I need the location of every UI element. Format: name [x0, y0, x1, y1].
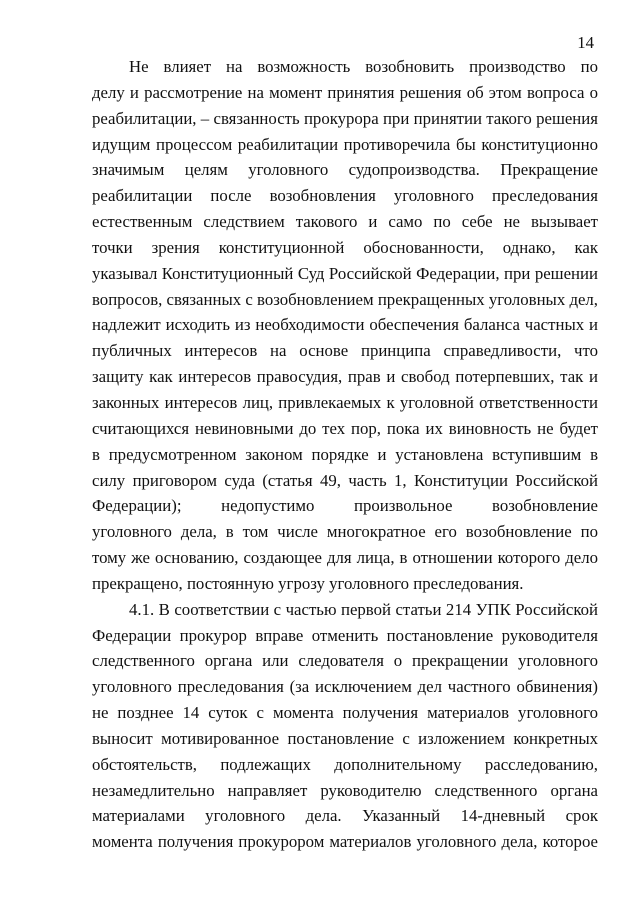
text-line: силу приговором суда (статья 49, часть 1, Конституции Российской	[92, 470, 598, 490]
text-line: уголовного дела, в том числе многократное его возобновление по	[92, 522, 598, 542]
paragraph	[92, 54, 598, 597]
text-line: реабилитации после возобновления уголовного преследования	[92, 186, 598, 206]
text-line: Не влияет на возможность возобновить производство по	[129, 57, 598, 76]
text-line: выносит мотивированное постановление с изложением конкретных	[92, 728, 598, 748]
text-line: в предусмотренном законом порядке и установлена вступившим в	[92, 444, 598, 464]
text-line: указывал Конституционный Суд Российской Федерации, при решении	[92, 263, 598, 283]
text-line: незамедлительно направляет руководителю следственного органа	[92, 780, 598, 800]
text-line: значимым целям уголовного судопроизводства. Прекращение	[92, 160, 598, 180]
text-line: публичных интересов на основе принципа справедливости, что	[92, 341, 598, 361]
text-line: законных интересов лиц, привлекаемых к уголовной ответственности	[92, 392, 598, 412]
document-body	[92, 54, 598, 855]
text-line: обстоятельств, подлежащих дополнительному расследованию,	[92, 754, 598, 774]
text-line: уголовного преследования (за исключением дел частного обвинения)	[92, 677, 598, 697]
text-line: не позднее 14 суток с момента получения материалов уголовного	[92, 703, 598, 723]
text-line: естественным следствием такового и само по себе не вызывает	[92, 212, 598, 232]
text-line: считающихся невиновными до тех пор, пока их виновность не будет	[92, 418, 598, 438]
text-line: Федерации); недопустимо произвольное возобновление	[92, 496, 598, 516]
text-line: реабилитации, – связанность прокурора при принятии такого решения	[92, 108, 598, 128]
text-line: тому же основанию, создающее для лица, в отношении которого дело	[92, 548, 598, 568]
paragraph	[92, 597, 598, 855]
text-line: вопросов, связанных с возобновлением прекращенных уголовных дел,	[92, 289, 598, 309]
page-number: 14	[577, 33, 594, 52]
text-line: материалами уголовного дела. Указанный 14-дневный срок	[92, 806, 598, 826]
text-line: Федерации прокурор вправе отменить постановление руководителя	[92, 625, 598, 645]
text-line: точки зрения конституционной обоснованности, однако, как	[92, 237, 598, 257]
text-line: следственного органа или следователя о прекращении уголовного	[92, 651, 598, 671]
text-line: надлежит исходить из необходимости обеспечения баланса частных и	[92, 315, 598, 335]
text-line: прекращено, постоянную угрозу уголовного преследования.	[92, 573, 524, 593]
text-line: момента получения прокурором материалов уголовного дела, которое	[92, 832, 598, 852]
text-line: защиту как интересов правосудия, прав и свобод потерпевших, так и	[92, 367, 598, 387]
text-line: идущим процессом реабилитации противоречила бы конституционно	[92, 134, 598, 154]
text-line: делу и рассмотрение на момент принятия решения об этом вопроса о	[92, 82, 598, 102]
text-line: 4.1. В соответствии с частью первой статьи 214 УПК Российской	[129, 599, 598, 619]
